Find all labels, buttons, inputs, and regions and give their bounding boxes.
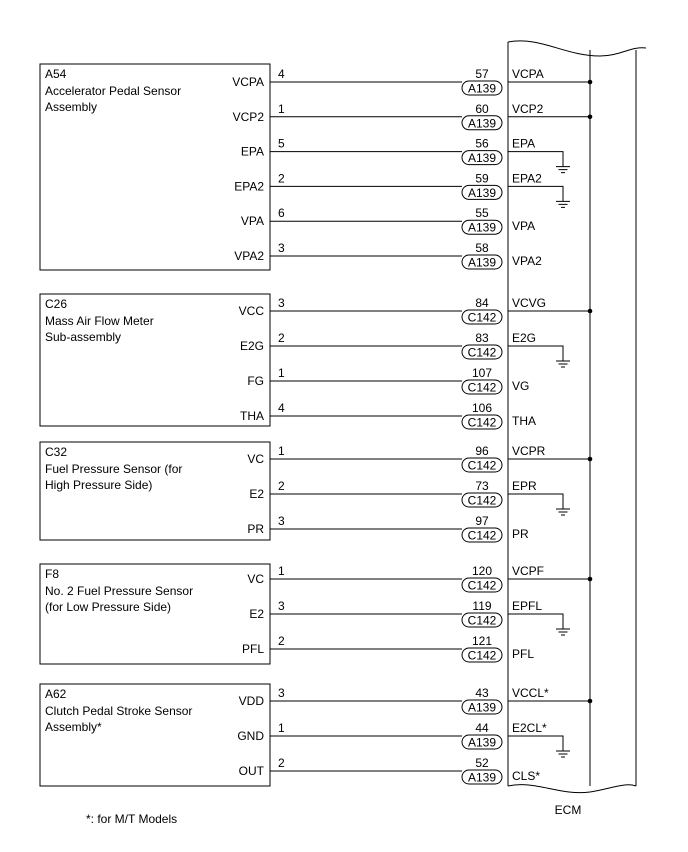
sensor-pin-number: 1 bbox=[278, 564, 285, 578]
sensor-terminal-name: PFL bbox=[241, 642, 264, 656]
ecm-pin-number: 52 bbox=[475, 756, 489, 770]
ecm-label: ECM bbox=[554, 803, 582, 817]
component-a54 bbox=[40, 64, 592, 270]
sensor-pin-number: 4 bbox=[278, 401, 285, 415]
component-name-line: Clutch Pedal Stroke Sensor bbox=[45, 704, 193, 718]
connector-code: C142 bbox=[467, 613, 497, 628]
connector-code: A139 bbox=[467, 700, 497, 715]
ecm-pin-number: 120 bbox=[471, 564, 493, 578]
signal-row-epa2 bbox=[234, 171, 570, 207]
ground-symbol-icon bbox=[556, 629, 570, 635]
component-f8 bbox=[40, 564, 592, 664]
signal-row-vpa2 bbox=[234, 241, 542, 270]
ecm-pin-number: 97 bbox=[475, 514, 489, 528]
sensor-pin-number: 2 bbox=[278, 331, 285, 345]
connector-code: A139 bbox=[467, 151, 497, 166]
ecm-terminal-name: VPA bbox=[512, 219, 536, 234]
signal-row-e2cl bbox=[237, 721, 570, 757]
ecm-pin-number: 57 bbox=[475, 67, 489, 81]
sensor-terminal-name: THA bbox=[240, 409, 264, 423]
sensor-pin-number: 2 bbox=[278, 479, 285, 493]
component-name-line: Assembly bbox=[45, 100, 98, 114]
ecm-terminal-name: VCPR bbox=[512, 444, 546, 458]
connector-code: C142 bbox=[467, 345, 497, 360]
ecm-terminal-name: EPFL bbox=[512, 599, 543, 613]
ecm-terminal-name: VCPF bbox=[512, 564, 545, 578]
junction-dot bbox=[588, 309, 593, 314]
connector-code: A139 bbox=[467, 116, 497, 131]
sensor-terminal-name: E2 bbox=[249, 607, 264, 621]
ground-symbol-icon bbox=[556, 361, 570, 367]
sensor-pin-number: 2 bbox=[278, 634, 285, 648]
component-name-line: Sub-assembly bbox=[45, 330, 122, 344]
junction-dot bbox=[588, 457, 593, 462]
ecm-pin-number: 44 bbox=[475, 721, 489, 735]
signal-row-epfl bbox=[249, 599, 570, 635]
signal-row-vcvg bbox=[239, 296, 593, 325]
connector-code: A139 bbox=[467, 185, 497, 200]
junction-dot bbox=[588, 115, 593, 120]
signal-row-epr bbox=[249, 479, 570, 515]
connector-code: C142 bbox=[467, 578, 497, 593]
ecm-pin-number: 96 bbox=[475, 444, 489, 458]
signal-row-tha bbox=[240, 401, 536, 430]
ecm-pin-number: 73 bbox=[475, 479, 489, 493]
component-a62 bbox=[40, 684, 592, 786]
component-box bbox=[40, 684, 270, 786]
ground-symbol-icon bbox=[556, 509, 570, 515]
ecm-terminal-name: CLS* bbox=[512, 769, 541, 783]
ecm-terminal-name: THA bbox=[512, 414, 536, 428]
signal-row-vcpf bbox=[247, 564, 592, 593]
ecm-terminal-name: E2CL* bbox=[512, 721, 547, 735]
ecm-terminal-name: VG bbox=[512, 379, 530, 393]
ecm-terminal-name: VCPA bbox=[512, 67, 544, 81]
ground-symbol-icon bbox=[556, 167, 570, 173]
ecm-terminal-name: PFL bbox=[512, 647, 535, 661]
ecm-internal-wire bbox=[508, 614, 563, 629]
sensor-pin-number: 3 bbox=[278, 599, 285, 613]
sensor-pin-number: 5 bbox=[278, 136, 285, 151]
signal-row-vg bbox=[247, 366, 529, 395]
component-name-line: Accelerator Pedal Sensor bbox=[45, 84, 182, 98]
ecm-pin-number: 121 bbox=[471, 634, 493, 648]
connector-code: A139 bbox=[467, 770, 497, 785]
sensor-pin-number: 2 bbox=[278, 171, 285, 186]
sensor-pin-number: 3 bbox=[278, 686, 285, 700]
ecm-terminal-name: EPR bbox=[512, 479, 537, 493]
sensor-terminal-name: VCP2 bbox=[232, 109, 264, 124]
connector-code: C142 bbox=[467, 458, 497, 473]
sensor-pin-number: 1 bbox=[278, 366, 285, 380]
connector-code: C142 bbox=[467, 493, 497, 508]
ecm-terminal-name: VPA2 bbox=[512, 254, 542, 268]
ecm-terminal-name: VCP2 bbox=[512, 101, 544, 116]
sensor-pin-number: 3 bbox=[278, 296, 285, 310]
ecm-terminal-name: VCCL* bbox=[512, 686, 549, 700]
component-name-line: Fuel Pressure Sensor (for bbox=[45, 462, 183, 476]
sensor-terminal-name: E2 bbox=[249, 487, 264, 501]
sensor-pin-number: 4 bbox=[278, 67, 285, 81]
sensor-pin-number: 2 bbox=[278, 756, 285, 770]
footnote: *: for M/T Models bbox=[86, 812, 178, 826]
sensor-terminal-name: E2G bbox=[239, 339, 264, 353]
sensor-terminal-name: VPA2 bbox=[234, 249, 264, 263]
signal-row-pr bbox=[247, 514, 529, 543]
ecm-pin-number: 107 bbox=[471, 366, 493, 380]
ecm-pin-number: 56 bbox=[475, 136, 489, 151]
ecm-pin-number: 58 bbox=[475, 241, 489, 255]
ecm-pin-number: 60 bbox=[475, 101, 489, 116]
sensor-terminal-name: VC bbox=[247, 452, 264, 466]
component-name-line: Mass Air Flow Meter bbox=[45, 314, 154, 328]
ecm-terminal-name: PR bbox=[512, 527, 529, 541]
ecm-terminal-name: VCVG bbox=[512, 296, 547, 310]
signal-row-cls bbox=[239, 756, 541, 785]
signal-row-pfl bbox=[242, 634, 534, 663]
connector-code: A139 bbox=[467, 255, 497, 270]
ecm-internal-wire bbox=[508, 152, 563, 167]
signal-row-vpa bbox=[241, 206, 535, 235]
component-c32 bbox=[40, 442, 592, 543]
sensor-terminal-name: VCC bbox=[238, 304, 264, 318]
ecm-pin-number: 43 bbox=[475, 686, 489, 700]
component-code: C32 bbox=[45, 445, 68, 459]
ecm-pin-number: 83 bbox=[475, 331, 489, 345]
junction-dot bbox=[588, 577, 593, 582]
ecm-pin-number: 106 bbox=[471, 401, 493, 415]
ecm-internal-wire bbox=[508, 736, 563, 751]
signal-row-vcp2 bbox=[233, 102, 593, 131]
component-name-line: Assembly* bbox=[45, 720, 102, 734]
connector-code: C142 bbox=[467, 415, 497, 430]
ecm-internal-wire bbox=[508, 346, 563, 361]
sensor-terminal-name: VDD bbox=[238, 694, 264, 708]
component-c26 bbox=[40, 294, 592, 430]
signal-row-vcpa bbox=[232, 67, 592, 96]
component-code: A62 bbox=[45, 687, 67, 701]
sensor-pin-number: 3 bbox=[278, 514, 285, 528]
ecm-pin-number: 55 bbox=[475, 206, 489, 221]
junction-dot bbox=[588, 699, 593, 704]
signal-row-vccl bbox=[239, 686, 593, 715]
connector-code: A139 bbox=[467, 735, 497, 750]
ecm-pin-number: 119 bbox=[472, 599, 492, 613]
connector-code: A139 bbox=[467, 220, 497, 235]
component-name-line: High Pressure Side) bbox=[45, 478, 153, 492]
component-code: C26 bbox=[45, 297, 68, 311]
ecm-internal-wire bbox=[508, 494, 563, 509]
sensor-terminal-name: PR bbox=[247, 522, 264, 536]
sensor-terminal-name: EPA bbox=[240, 144, 264, 159]
component-code: F8 bbox=[45, 567, 60, 581]
connector-code: C142 bbox=[467, 310, 497, 325]
connector-code: A139 bbox=[467, 81, 497, 96]
connector-code: C142 bbox=[467, 380, 497, 395]
component-box bbox=[40, 564, 270, 664]
ecm-pin-number: 84 bbox=[475, 296, 489, 310]
ecm-terminal-name: EPA2 bbox=[512, 171, 542, 186]
connector-code: C142 bbox=[467, 528, 497, 543]
ecm-pin-number: 59 bbox=[475, 171, 489, 186]
signal-row-vcpr bbox=[247, 444, 592, 473]
ecm-internal-wire bbox=[508, 186, 563, 201]
junction-dot bbox=[588, 80, 593, 85]
sensor-pin-number: 1 bbox=[278, 101, 285, 116]
ecm-terminal-name: EPA bbox=[512, 136, 536, 151]
sensor-pin-number: 6 bbox=[278, 206, 285, 221]
ground-symbol-icon bbox=[556, 751, 570, 757]
sensor-pin-number: 3 bbox=[278, 241, 285, 255]
components-layer bbox=[40, 64, 592, 786]
connector-code: C142 bbox=[467, 648, 497, 663]
sensor-terminal-name: VC bbox=[247, 572, 264, 586]
ecm-terminal-name: E2G bbox=[512, 331, 537, 345]
sensor-terminal-name: GND bbox=[237, 729, 264, 743]
sensor-pin-number: 1 bbox=[278, 444, 285, 458]
component-name-line: No. 2 Fuel Pressure Sensor bbox=[45, 584, 194, 598]
sensor-terminal-name: FG bbox=[247, 374, 264, 388]
signal-row-e2g bbox=[240, 331, 570, 367]
signal-row-epa bbox=[241, 137, 570, 173]
sensor-terminal-name: VPA bbox=[240, 214, 264, 229]
sensor-terminal-name: EPA2 bbox=[234, 179, 264, 194]
component-name-line: (for Low Pressure Side) bbox=[45, 600, 172, 614]
ground-symbol-icon bbox=[556, 201, 570, 207]
component-code: A54 bbox=[45, 67, 67, 81]
sensor-pin-number: 1 bbox=[278, 721, 285, 735]
sensor-terminal-name: OUT bbox=[238, 764, 264, 778]
sensor-terminal-name: VCPA bbox=[232, 75, 264, 89]
